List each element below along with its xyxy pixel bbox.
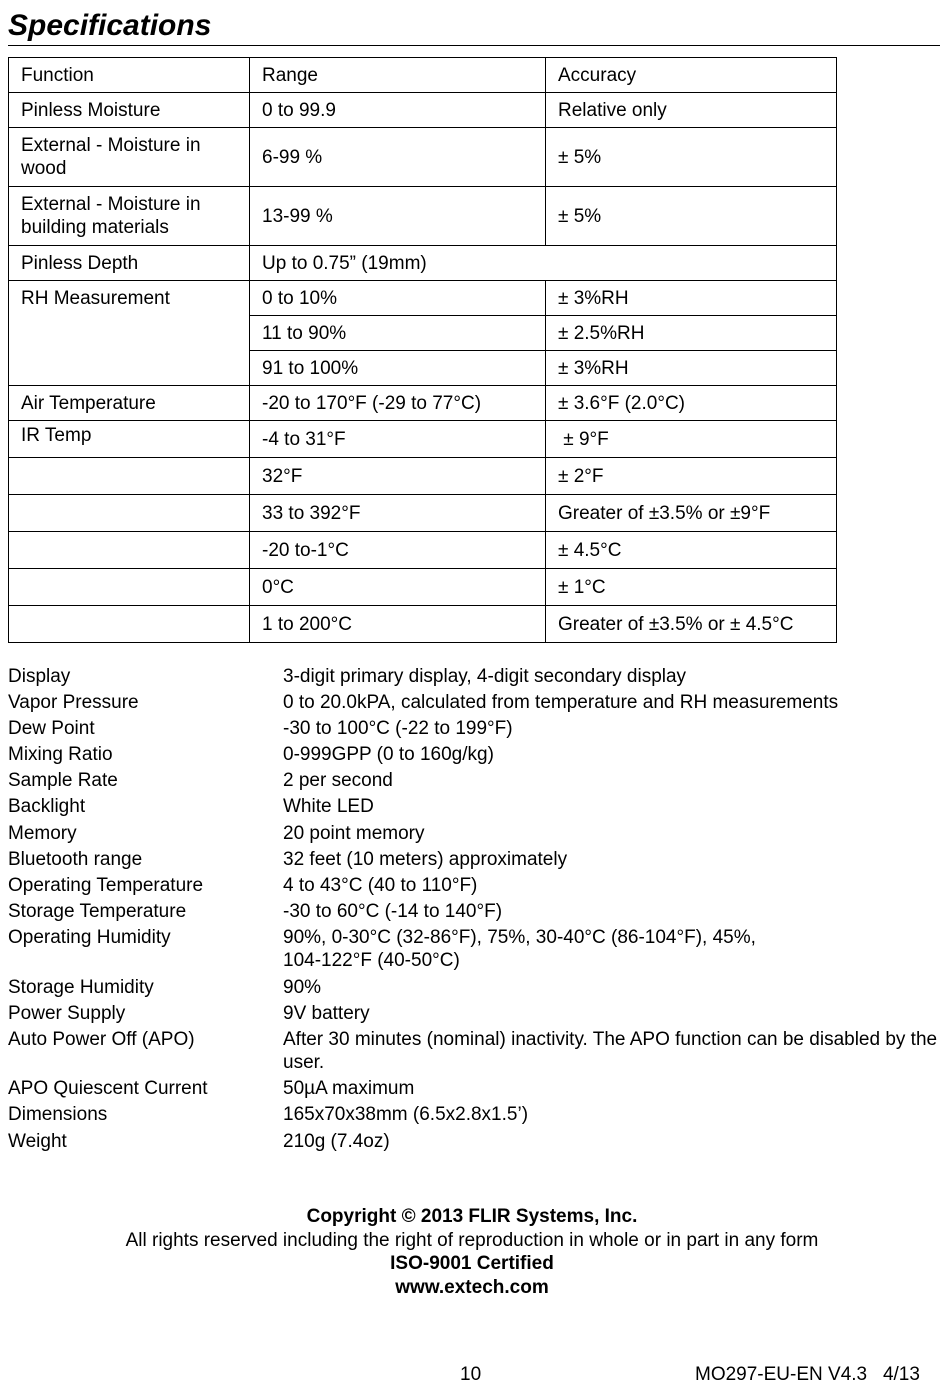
table-row bbox=[9, 606, 837, 643]
range-cell: 11 to 90% bbox=[250, 316, 546, 351]
spec-value: After 30 minutes (nominal) inactivity. The APO function can be disabled by the user. bbox=[283, 1028, 938, 1074]
page-title: Specifications bbox=[8, 9, 212, 42]
range-cell: 6-99 % bbox=[250, 128, 546, 187]
spec-label: Operating Temperature bbox=[8, 874, 204, 896]
spec-value: 20 point memory bbox=[283, 822, 425, 844]
function-cell: Pinless Moisture bbox=[9, 93, 250, 128]
range-cell: -20 to 170°F (-29 to 77°C) bbox=[250, 386, 546, 421]
range-cell: -4 to 31°F bbox=[250, 421, 546, 458]
accuracy-cell: ± 2°F bbox=[546, 458, 837, 495]
accuracy-cell: ± 9°F bbox=[546, 421, 837, 458]
range-cell: 1 to 200°C bbox=[250, 606, 546, 643]
website-line: www.extech.com bbox=[395, 1276, 549, 1298]
spec-label: Storage Temperature bbox=[8, 900, 187, 922]
spec-label: Vapor Pressure bbox=[8, 692, 139, 714]
table-row bbox=[9, 495, 837, 532]
spec-value: White LED bbox=[283, 796, 374, 818]
header-range: Range bbox=[250, 58, 546, 93]
spec-label: Mixing Ratio bbox=[8, 744, 113, 766]
spec-value: 90%, 0-30°C (32-86°F), 75%, 30-40°C (86-104°F), 45%, 104-122°F (40-50°C) bbox=[283, 926, 756, 972]
table-row bbox=[9, 421, 837, 458]
accuracy-cell: ± 1°C bbox=[546, 569, 837, 606]
spec-row bbox=[8, 926, 938, 973]
spec-value: 9V battery bbox=[283, 1002, 370, 1024]
spec-value: 32 feet (10 meters) approximately bbox=[283, 848, 568, 870]
accuracy-cell: Greater of ±3.5% or ± 4.5°C bbox=[546, 606, 837, 643]
spec-label: Dimensions bbox=[8, 1104, 108, 1126]
spec-row bbox=[8, 874, 938, 898]
range-cell: 13-99 % bbox=[250, 187, 546, 246]
spec-row bbox=[8, 795, 938, 819]
spec-row bbox=[8, 691, 938, 715]
spec-value: 2 per second bbox=[283, 770, 393, 792]
function-cell: IR Temp bbox=[9, 421, 250, 458]
table-row bbox=[9, 569, 837, 606]
spec-label: Display bbox=[8, 666, 71, 687]
accuracy-cell: ± 2.5%RH bbox=[546, 316, 837, 351]
table-row bbox=[9, 386, 837, 421]
spec-row bbox=[8, 1103, 938, 1127]
title-divider bbox=[8, 45, 940, 46]
table-row bbox=[9, 93, 837, 128]
spec-label: Storage Humidity bbox=[8, 976, 154, 998]
range-cell: 0 to 99.9 bbox=[250, 93, 546, 128]
function-cell bbox=[9, 569, 250, 606]
table-row bbox=[9, 532, 837, 569]
spec-label: Weight bbox=[8, 1130, 67, 1152]
function-cell: Air Temperature bbox=[9, 386, 250, 421]
range-cell: Up to 0.75” (19mm) bbox=[250, 246, 837, 281]
range-cell: 91 to 100% bbox=[250, 351, 546, 386]
range-cell: 32°F bbox=[250, 458, 546, 495]
accuracy-cell: ± 4.5°C bbox=[546, 532, 837, 569]
spec-value: 50µA maximum bbox=[283, 1078, 415, 1100]
spec-label: Dew Point bbox=[8, 718, 95, 740]
spec-label: Operating Humidity bbox=[8, 926, 171, 948]
accuracy-cell: Relative only bbox=[546, 93, 837, 128]
table-row bbox=[9, 187, 837, 246]
accuracy-cell: ± 3.6°F (2.0°C) bbox=[546, 386, 837, 421]
spec-label: Memory bbox=[8, 822, 77, 844]
range-cell: -20 to-1°C bbox=[250, 532, 546, 569]
spec-row bbox=[8, 665, 938, 689]
copyright-footer bbox=[0, 1205, 944, 1299]
range-cell: 0°C bbox=[250, 569, 546, 606]
certification-line: ISO-9001 Certified bbox=[390, 1253, 554, 1274]
accuracy-cell: ± 3%RH bbox=[546, 281, 837, 316]
spec-label: Power Supply bbox=[8, 1002, 126, 1024]
spec-value: 210g (7.4oz) bbox=[283, 1130, 390, 1152]
document-id: MO297-EU-EN V4.3 4/13 bbox=[695, 1364, 920, 1385]
spec-label: APO Quiescent Current bbox=[8, 1078, 208, 1100]
copyright-line: Copyright © 2013 FLIR Systems, Inc. bbox=[306, 1206, 638, 1227]
page-number: 10 bbox=[460, 1364, 482, 1385]
spec-value: 165x70x38mm (6.5x2.8x1.5’) bbox=[283, 1104, 529, 1126]
spec-label: Sample Rate bbox=[8, 770, 118, 792]
spec-row bbox=[8, 822, 938, 846]
function-cell bbox=[9, 606, 250, 643]
function-cell bbox=[9, 495, 250, 532]
header-function: Function bbox=[9, 58, 250, 93]
function-cell: External - Moisture in wood bbox=[9, 128, 250, 187]
table-header-row bbox=[9, 58, 837, 93]
spec-label: Auto Power Off (APO) bbox=[8, 1028, 195, 1050]
spec-label: Bluetooth range bbox=[8, 848, 143, 870]
table-row bbox=[9, 246, 837, 281]
function-cell bbox=[9, 532, 250, 569]
spec-row bbox=[8, 743, 938, 767]
accuracy-cell: ± 3%RH bbox=[546, 351, 837, 386]
range-cell: 33 to 392°F bbox=[250, 495, 546, 532]
spec-row bbox=[8, 900, 938, 924]
header-accuracy: Accuracy bbox=[546, 58, 837, 93]
general-specs-list bbox=[8, 665, 938, 1156]
spec-value: 0-999GPP (0 to 160g/kg) bbox=[283, 744, 494, 766]
accuracy-cell: ± 5% bbox=[546, 128, 837, 187]
spec-row bbox=[8, 1028, 938, 1075]
spec-row bbox=[8, 1077, 938, 1101]
accuracy-table bbox=[8, 57, 837, 643]
spec-value: 4 to 43°C (40 to 110°F) bbox=[283, 874, 478, 896]
function-cell: Pinless Depth bbox=[9, 246, 250, 281]
spec-row bbox=[8, 717, 938, 741]
spec-row bbox=[8, 848, 938, 872]
accuracy-cell: Greater of ±3.5% or ±9°F bbox=[546, 495, 837, 532]
spec-row bbox=[8, 769, 938, 793]
spec-value: 90% bbox=[283, 976, 322, 998]
spec-value: -30 to 60°C (-14 to 140°F) bbox=[283, 900, 503, 922]
spec-value: -30 to 100°C (-22 to 199°F) bbox=[283, 718, 513, 740]
accuracy-cell: ± 5% bbox=[546, 187, 837, 246]
table-row bbox=[9, 281, 837, 316]
table-row bbox=[9, 128, 837, 187]
spec-value: 3-digit primary display, 4-digit secondary display bbox=[283, 666, 687, 687]
function-cell: RH Measurement bbox=[9, 281, 250, 386]
table-row bbox=[9, 458, 837, 495]
range-cell: 0 to 10% bbox=[250, 281, 546, 316]
spec-row bbox=[8, 1130, 938, 1154]
rights-line: All rights reserved including the right of reproduction in whole or in part in any form bbox=[125, 1229, 819, 1251]
spec-label: Backlight bbox=[8, 796, 86, 818]
spec-row bbox=[8, 1002, 938, 1026]
function-cell: External - Moisture in building materials bbox=[9, 187, 250, 246]
spec-row bbox=[8, 976, 938, 1000]
spec-value: 0 to 20.0kPA, calculated from temperature and RH measurements bbox=[283, 692, 839, 714]
function-cell bbox=[9, 458, 250, 495]
